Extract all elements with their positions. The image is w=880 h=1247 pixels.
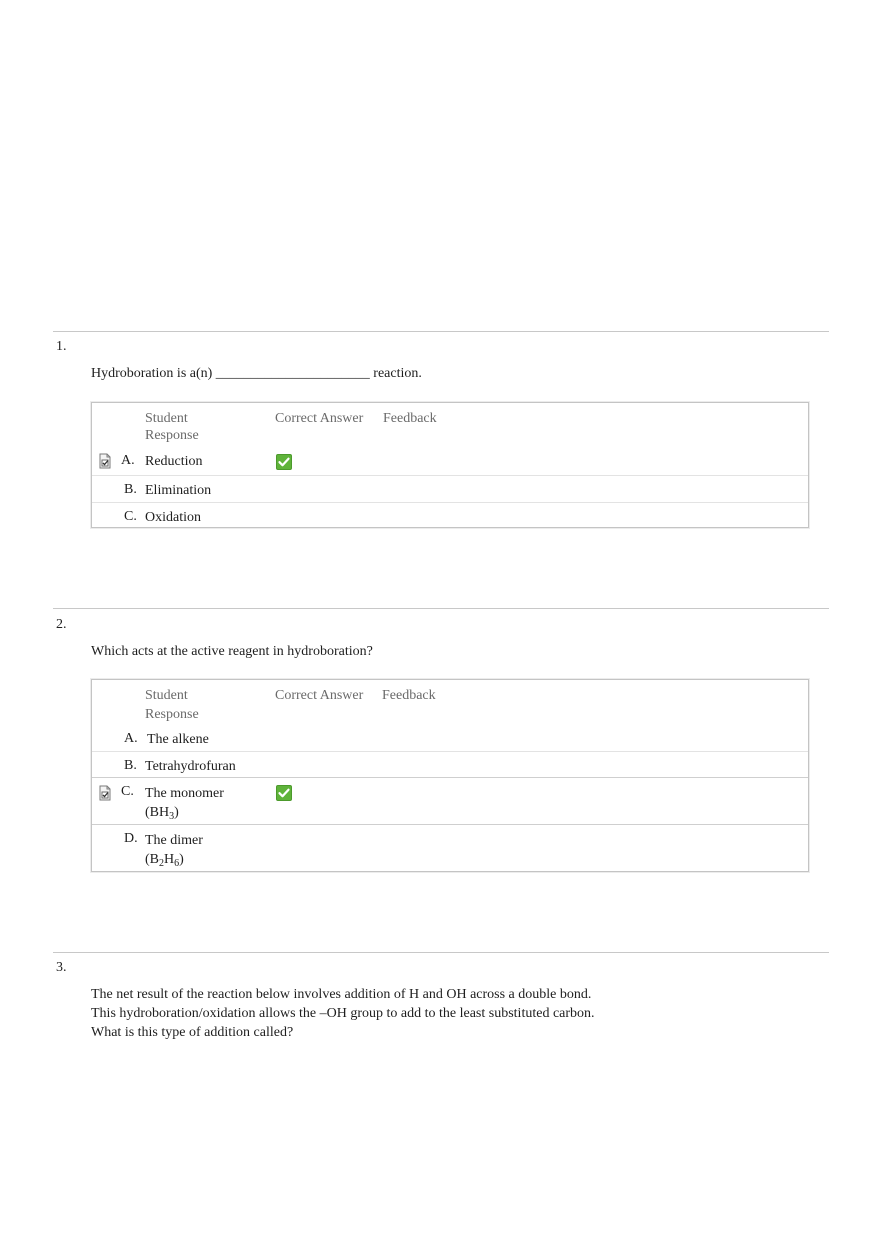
option-letter: A.: [121, 453, 135, 468]
answer-row: [92, 751, 808, 777]
answer-table: [91, 679, 809, 872]
option-letter: A.: [124, 731, 138, 746]
option-text: The dimer $(B_2H_6)$: [145, 833, 203, 869]
question-divider: [53, 608, 829, 609]
answer-row: [92, 502, 808, 528]
question-text: Which acts at the active reagent in hydroboration?: [91, 644, 373, 659]
question-number: 2.: [56, 617, 67, 632]
header-correct-answer: Correct Answer: [275, 688, 364, 703]
header-student-response: Student Response: [145, 688, 199, 722]
answer-row: [92, 824, 808, 872]
correct-check-icon: [276, 454, 292, 470]
question-divider: [53, 331, 829, 332]
student-response-icon: [97, 785, 113, 801]
header-feedback: Feedback: [382, 688, 436, 703]
header-student-response: Student Response: [145, 411, 199, 443]
header-feedback: Feedback: [383, 411, 437, 426]
option-text: Oxidation: [145, 510, 201, 525]
answer-row: [92, 777, 808, 825]
correct-check-icon: [276, 785, 292, 801]
option-text: Reduction: [145, 454, 203, 469]
option-text: The alkene: [147, 732, 209, 747]
question-divider: [53, 952, 829, 953]
question-number: 1.: [56, 339, 67, 354]
header-correct-answer: Correct Answer: [275, 411, 364, 426]
answer-row: [92, 449, 808, 474]
student-response-icon: [97, 453, 113, 469]
answer-row: [92, 475, 808, 503]
option-letter: C.: [121, 784, 134, 799]
option-text: Tetrahydrofuran: [145, 759, 236, 774]
option-letter: B.: [124, 482, 137, 497]
question-number: 3.: [56, 960, 67, 975]
option-text: Elimination: [145, 483, 212, 498]
option-letter: D.: [124, 831, 138, 846]
option-letter: C.: [124, 509, 137, 524]
option-letter: B.: [124, 758, 137, 773]
answer-table: [91, 402, 809, 528]
question-text: Hydroboration is a(n) ______________________ reaction.: [91, 366, 422, 381]
question-text: The net result of the reaction below involves addition of H and OH across a double bond. This hydroboration/oxidation allows the –OH group to add to the least substituted carbon. What is this type of addition called?: [91, 987, 595, 1040]
option-text: The monomer $(BH_3)$: [145, 786, 224, 822]
answer-row: [92, 728, 808, 750]
